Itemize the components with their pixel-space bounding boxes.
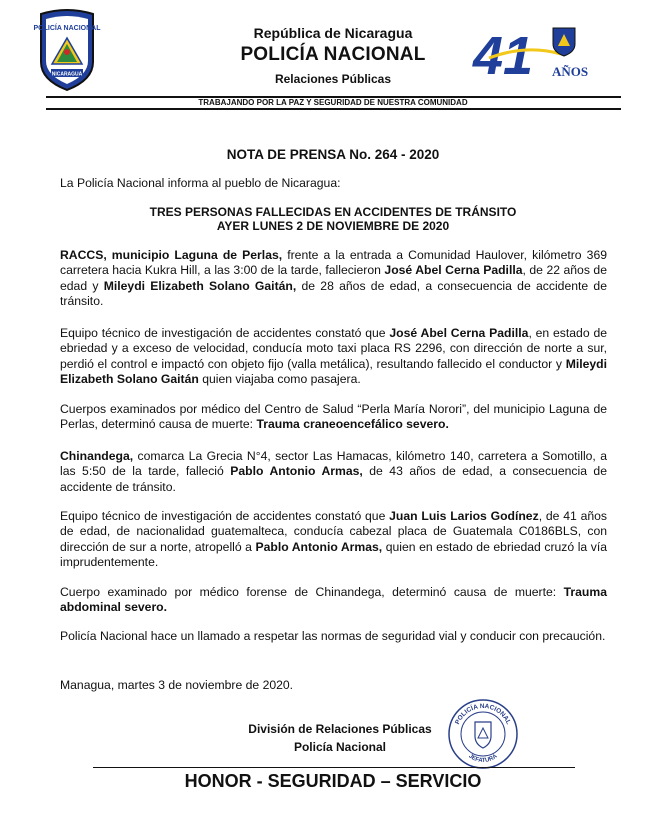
official-seal-icon bbox=[447, 698, 519, 770]
header-department: Relaciones Públicas bbox=[274, 72, 392, 86]
paragraph-7: Policía Nacional hace un llamado a respetar las normas de seguridad vial y conducir con precaución. bbox=[60, 629, 606, 643]
closing-date: Managua, martes 3 de noviembre de 2020. bbox=[60, 678, 294, 692]
headline-line-2: AYER LUNES 2 DE NOVIEMBRE DE 2020 bbox=[216, 219, 450, 233]
paragraph-3: Cuerpos examinados por médico del Centro de Salud “Perla María Norori”, del municipio Laguna de Perlas, determinó causa de muerte: Trauma craneoencefálico severo. bbox=[60, 402, 607, 432]
header-bottom-rule bbox=[46, 108, 621, 110]
footer-rule bbox=[93, 767, 575, 768]
paragraph-5: Equipo técnico de investigación de accidentes constató que Juan Luis Larios Godínez, de 41 años de edad, de nacionalidad guatemalteca, conducía cabezal placa de Guatemala C0186BLS, con dirección de sur a norte, atropelló a Pablo Antonio Armas, quien en estado de ebriedad cruzó la vía imprudentemente. bbox=[60, 509, 607, 569]
anniversary-logo-icon bbox=[471, 24, 601, 84]
intro-paragraph: La Policía Nacional informa al pueblo de Nicaragua: bbox=[60, 176, 341, 190]
svg-text:JEFATURA: JEFATURA bbox=[467, 753, 499, 765]
signature-department: División de Relaciones Públicas bbox=[248, 722, 432, 736]
svg-text:AÑOS: AÑOS bbox=[552, 64, 589, 79]
svg-text:41: 41 bbox=[473, 26, 534, 86]
header-motto: TRABAJANDO POR LA PAZ Y SEGURIDAD DE NUESTRA COMUNIDAD bbox=[198, 98, 468, 107]
signature-institution: Policía Nacional bbox=[293, 740, 387, 754]
svg-text:POLICÍA NACIONAL: POLICÍA NACIONAL bbox=[454, 702, 512, 726]
svg-text:NICARAGUA: NICARAGUA bbox=[51, 71, 83, 78]
header-country: República de Nicaragua bbox=[253, 25, 413, 41]
press-release-title: NOTA DE PRENSA No. 264 - 2020 bbox=[226, 147, 440, 162]
paragraph-4: Chinandega, comarca La Grecia N°4, sector Las Hamacas, kilómetro 140, carretera a Somotillo, a las 5:50 de la tarde, falleció Pablo Antonio Armas, de 43 años de edad, a consecuencia de accidente de tránsito. bbox=[60, 449, 607, 494]
header-institution: POLICÍA NACIONAL bbox=[240, 44, 426, 65]
paragraph-2: Equipo técnico de investigación de accidentes constató que José Abel Cerna Padilla, en estado de ebriedad y a exceso de velocidad, conducía moto taxi placa RS 2296, con dirección de norte a sur, perdió el control e impactó con objeto fijo (valla metálica), resultando fallecido el conductor y Mileydi Elizabeth Solano Gaitán quien viajaba como pasajera. bbox=[60, 326, 607, 386]
footer-slogan: HONOR - SEGURIDAD – SERVICIO bbox=[184, 771, 482, 791]
svg-text:POLICÍA NACIONAL: POLICÍA NACIONAL bbox=[33, 25, 101, 32]
paragraph-1: RACCS, municipio Laguna de Perlas, frente a la entrada a Comunidad Haulover, kilómetro 369 carretera hacia Kukra Hill, a las 3:00 de la tarde, fallecieron José Abel Cerna Padilla, de 22 años de edad y Mileydi Elizabeth Solano Gaitán, de 28 años de edad, a consecuencia de accidente de tránsito. bbox=[60, 248, 608, 308]
paragraph-6: Cuerpo examinado por médico forense de Chinandega, determinó causa de muerte: Trauma abdominal severo. bbox=[60, 585, 607, 615]
headline-line-1: TRES PERSONAS FALLECIDAS EN ACCIDENTES DE TRÁNSITO bbox=[149, 205, 517, 219]
